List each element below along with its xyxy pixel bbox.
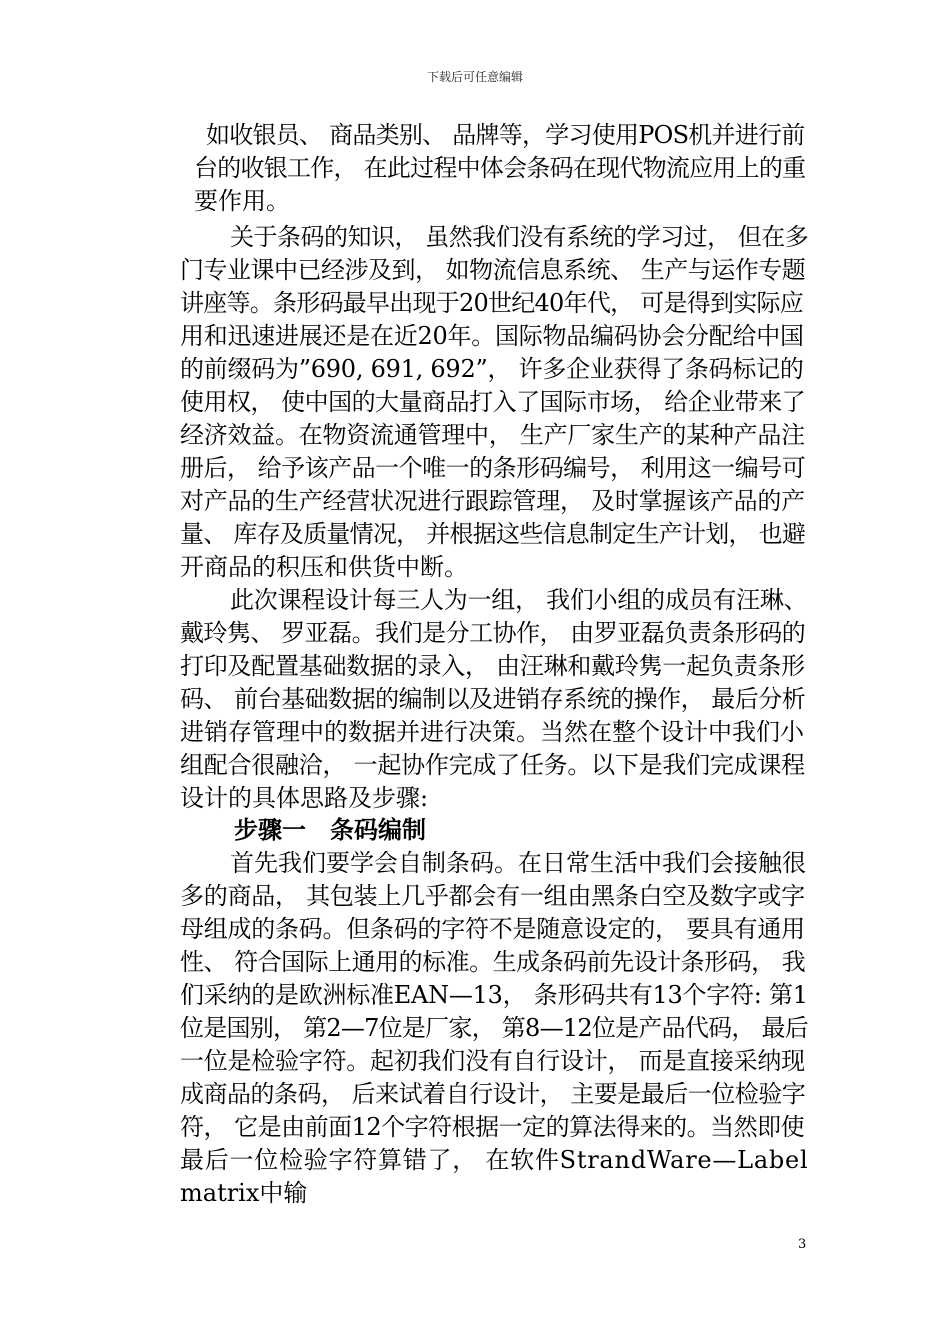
text-line: 经济效益。在物资流通管理中， 生产厂家生产的某种产品注: [180, 421, 805, 449]
text-line: 关于条码的知识， 虽然我们没有系统的学习过， 但在多: [230, 223, 809, 251]
text-line: matrix中输: [180, 1179, 308, 1207]
text-line: 组配合很融洽， 一起协作完成了任务。以下是我们完成课程: [180, 751, 805, 779]
text-line: 们采纳的是欧洲标准EAN—13， 条形码共有13个字符: 第1: [180, 981, 808, 1009]
text-line: 最后一位检验字符算错了， 在软件StrandWare—Label: [180, 1146, 809, 1174]
text-line: 要作用。: [194, 187, 290, 215]
text-line: 多的商品， 其包装上几乎都会有一组由黑条白空及数字或字: [180, 882, 805, 910]
text-line: 册后， 给予该产品一个唯一的条形码编号， 利用这一编号可: [180, 454, 806, 482]
text-line: 讲座等。条形码最早出现于20世纪40年代， 可是得到实际应: [180, 289, 803, 317]
text-line: 设计的具体思路及步骤:: [180, 784, 429, 812]
text-line: 门专业课中已经涉及到， 如物流信息系统、 生产与运作专题: [180, 256, 806, 284]
section-heading: 步骤一 条码编制: [234, 816, 426, 844]
text-line: 戴玲隽、 罗亚磊。我们是分工协作， 由罗亚磊负责条形码的: [180, 619, 806, 647]
text-line: 进销存管理中的数据并进行决策。当然在整个设计中我们小: [180, 718, 804, 746]
text-line: 首先我们要学会自制条码。在日常生活中我们会接触很: [230, 849, 806, 877]
page-number: 3: [798, 1237, 807, 1252]
text-line: 此次课程设计每三人为一组， 我们小组的成员有汪琳、: [230, 586, 808, 614]
text-line: 一位是检验字符。起初我们没有自行设计， 而是直接采纳现: [180, 1047, 805, 1075]
text-line: 打印及配置基础数据的录入， 由汪琳和戴玲隽一起负责条形: [180, 652, 805, 680]
text-line: 用和迅速进展还是在近20年。国际物品编码协会分配给中国: [180, 322, 804, 350]
text-line: 对产品的生产经营状况进行跟踪管理， 及时掌握该产品的产: [180, 487, 805, 515]
text-line: 开商品的积压和供货中断。: [180, 553, 468, 581]
text-line: 的前缀码为”690, 691, 692”， 许多企业获得了条码标记的: [180, 355, 804, 383]
text-line: 量、 库存及质量情况， 并根据这些信息制定生产计划， 也避: [180, 520, 806, 548]
text-line: 码、 前台基础数据的编制以及进销存系统的操作， 最后分析: [180, 685, 806, 713]
text-line: 符， 它是由前面12个字符根据一定的算法得来的。当然即使: [180, 1113, 805, 1141]
text-line: 成商品的条码， 后来试着自行设计， 主要是最后一位检验字: [180, 1080, 806, 1108]
text-line: 台的收银工作， 在此过程中体会条码在现代物流应用上的重: [194, 154, 806, 182]
text-line: 如收银员、 商品类别、 品牌等，学习使用POS机并进行前: [206, 121, 805, 149]
text-line: 位是国别， 第2—7位是厂家， 第8—12位是产品代码， 最后: [180, 1014, 808, 1042]
text-line: 性、 符合国际上通用的标准。生成条码前先设计条形码， 我: [180, 948, 806, 976]
text-line: 母组成的条码。但条码的字符不是随意设定的， 要具有通用: [180, 915, 805, 943]
page-header: 下载后可任意编辑: [426, 70, 523, 84]
text-line: 使用权， 使中国的大量商品打入了国际市场， 给企业带来了: [180, 388, 806, 416]
